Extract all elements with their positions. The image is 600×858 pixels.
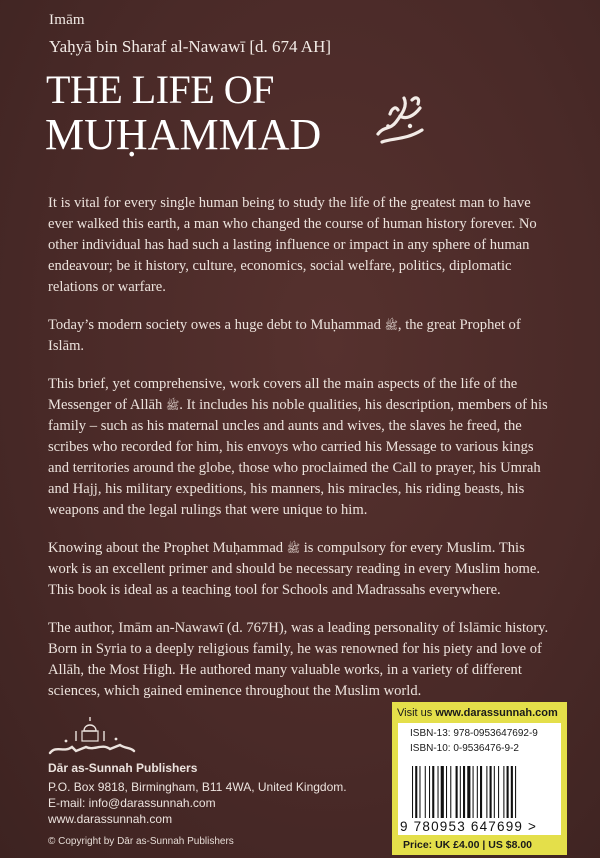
visit-us-text [397,707,558,719]
blurb-text: is compulsory for every Muslim. This work is an excellent primer and should be necessary reading in every Muslim home. This book is ideal as a teaching tool for Schools and Madrassahs everywhere. [48,540,540,598]
publisher-info [48,760,347,827]
barcode-bar [446,766,447,818]
dar-as-sunnah-mosque-logo-icon [46,717,136,759]
barcode-bar [463,766,465,818]
barcode-bar [415,766,417,818]
copyright-notice: © Copyright by Dār as-Sunnah Publishers [48,836,234,847]
barcode-bar [473,766,474,818]
blurb [48,193,556,719]
barcode-bar [429,766,430,818]
barcode-bar [503,766,504,818]
barcode-bar [460,766,461,818]
barcode-bar [419,766,420,818]
publisher-email: E-mail: info@darassunnah.com [48,796,216,810]
price: Price: UK £4.00 | US $8.00 [403,839,533,851]
barcode-bar [438,766,439,818]
barcode-bar [511,766,513,818]
publisher-website: www.darassunnah.com [48,812,173,826]
blurb-paragraph-4 [48,538,556,601]
isbn-10: ISBN-10: 0-9536476-9-2 [410,743,519,754]
salutation-symbol: ﷺ [384,319,398,332]
barcode-icon [412,766,552,818]
blurb-text: . It includes his noble qualities, his description, members of his family – such as his maternal uncles and aunts and wives, the slaves he freed, the scribes who recorded for him, his envoys who carried his Message to various kings and territories around the globe, those who proclaimed the Call to prayer, his Umrah and Hajj, his military expeditions, his manners, his miracles, his riding beasts, his weapons and the legal rulings that were unique to him. [48,397,548,518]
author-name: Yaḥyā bin Sharaf al-Nawawī [d. 674 AH] [49,37,332,56]
blurb-text: Knowing about the Prophet Muḥammad [48,540,284,556]
barcode-bar [412,766,413,818]
barcode-bar [456,766,458,818]
barcode-bar [467,766,470,818]
barcode-bar [507,766,509,818]
blurb-text: Today’s modern society owes a huge debt to Muḥammad [48,317,381,333]
barcode-bar [450,766,451,818]
publisher-name: Dār as-Sunnah Publishers [48,761,198,775]
barcode-bar [441,766,444,818]
isbn-price-box [392,702,567,855]
blurb-paragraph-5: The author, Imām an-Nawawī (d. 767H), was a leading personality of Islāmic history. Born in Syria to a deeply religious family, he was renowned for his piety and love of Allāh, the Most High. He authored many valuable works, in a variety of different sciences, which gained eminence throughout the Muslim world. [48,620,549,699]
visit-prefix: Visit us [397,707,436,719]
author-label: Imām [49,12,85,28]
blurb-paragraph-1: It is vital for every single human being to study the life of the greatest man to have ever walked this earth, a man who changed the course of human history forever. No other individual has had such a lasting influence or impact in any sphere of human endeavour; be it history, culture, economics, social welfare, politics, diplomatic relations or warfare. [48,195,537,295]
salutation-symbol: ﷺ [286,542,301,555]
isbn-13: ISBN-13: 978-0953647692-9 [410,728,538,739]
book-title-line-2: MUḤAMMAD [45,110,322,159]
blurb-paragraph-2 [48,315,556,357]
barcode-bar [486,766,487,818]
barcode-bar [432,766,434,818]
barcode-area [398,723,561,835]
barcode-digits: 9 780953 647699 > [400,819,538,834]
visit-url: www.darassunnah.com [435,707,558,719]
book-title-line-1: THE LIFE OF [46,67,274,112]
blurb-text: , the great Prophet of Islām. [48,317,521,354]
publisher-address: P.O. Box 9818, Birmingham, B11 4WA, United Kingdom. [48,780,347,794]
barcode-bar [480,766,482,818]
barcode-bar [425,766,426,818]
barcode-bar [498,766,499,818]
barcode-bar [494,766,495,818]
barcode-bar [477,766,478,818]
barcode-bar [515,766,516,818]
salutation-symbol: ﷺ [165,399,180,412]
arabic-muhammad-calligraphy-icon [370,86,428,148]
blurb-text: This brief, yet comprehensive, work covers all the main aspects of the life of the Messenger of Allāh [48,376,518,413]
blurb-paragraph-3 [48,374,556,521]
barcode-bar [490,766,492,818]
